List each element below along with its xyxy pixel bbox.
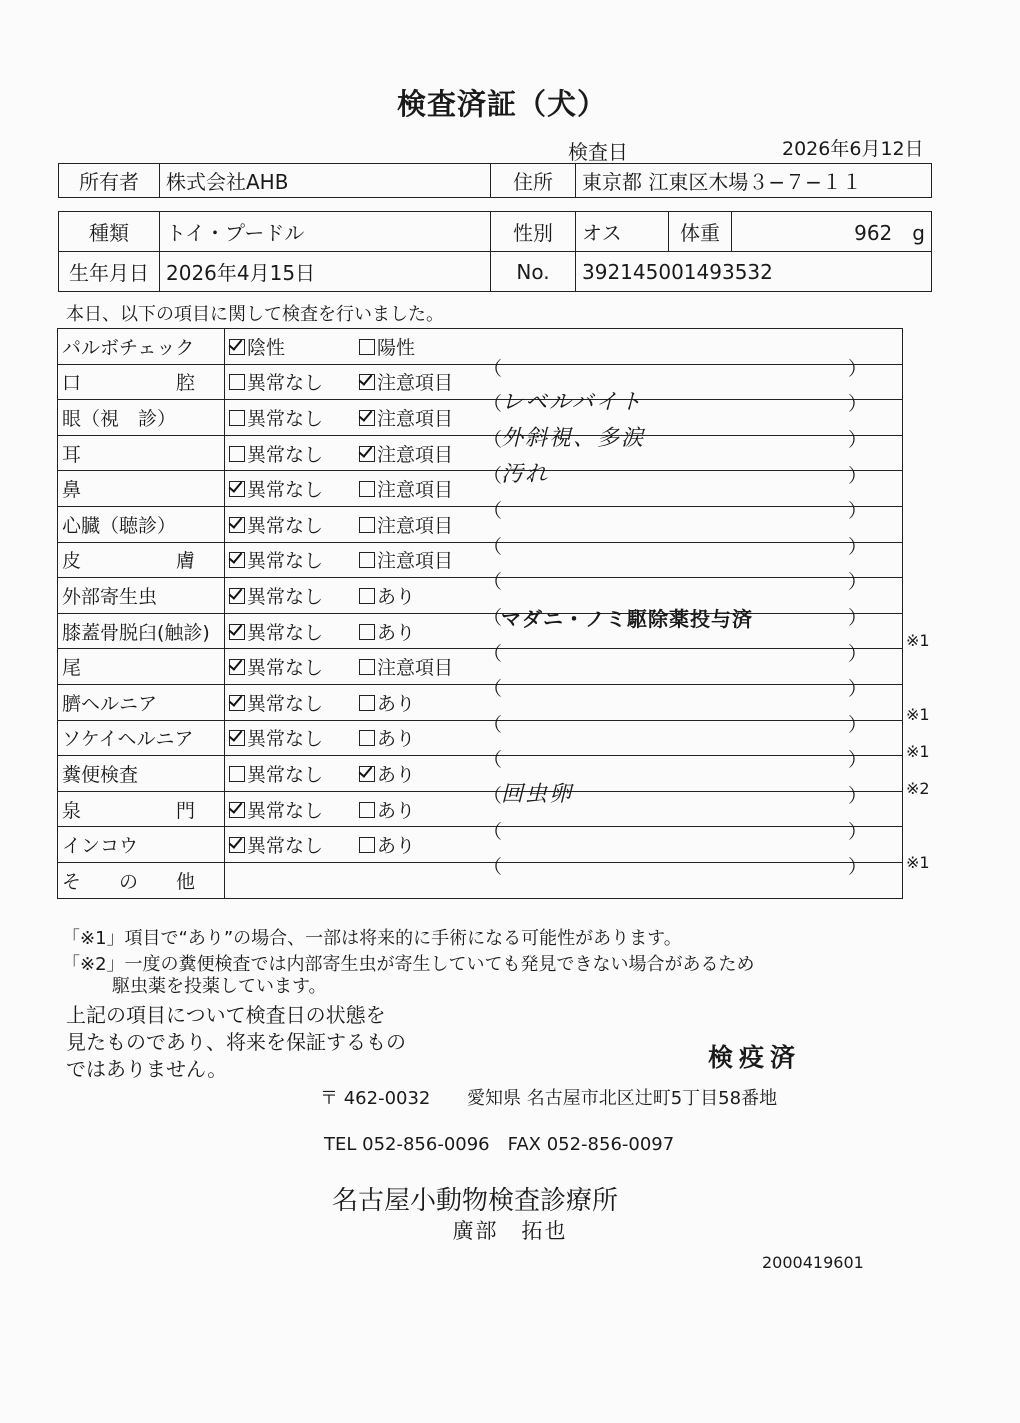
sex-label: 性別 [491,212,576,252]
exam-note: 外斜視、多涙 [501,425,646,451]
footnote-mark: ※1 [906,852,930,872]
exam-options: 異常なし あり （ ） [225,791,903,827]
birth-value: 2026年4月15日 [160,252,491,292]
checkbox-icon[interactable] [229,410,245,426]
clinic-address: 愛知県 名古屋市北区辻町5丁目58番地 [467,1088,778,1109]
exam-options: 異常なし あり （ ） [225,720,903,756]
option-2-label: あり [377,585,416,608]
exam-row [58,720,903,756]
exam-row-other [58,862,903,898]
pet-info-table [58,211,932,292]
option-1-label: 異常なし [247,550,324,573]
exam-item-label: 尾 [58,649,225,685]
checkbox-icon[interactable] [359,588,375,604]
footnote-mark: ※2 [906,778,930,798]
footnote-mark: ※1 [906,741,930,761]
owner-table [58,163,932,198]
exam-item-label: 外部寄生虫 [58,578,225,614]
intro-text: 本日、以下の項目に関して検査を行いました。 [66,304,444,325]
option-1-label: 異常なし [247,799,324,822]
option-2-label: 注意項目 [377,407,454,430]
quarantine-stamp: 検疫済 [708,1043,802,1072]
option-1-label: 異常なし [247,443,324,466]
exam-row [58,329,903,365]
exam-note: 回虫卵 [501,781,574,807]
checkbox-icon[interactable] [359,695,375,711]
weight-cell [732,212,932,252]
option-1-label: 異常なし [247,728,324,751]
exam-options: 異常なし 注意項目 （ ） [225,542,903,578]
checkbox-icon[interactable] [229,766,245,782]
exam-item-label: 皮 膚 [58,542,225,578]
exam-item-label: 糞便検査 [58,756,225,792]
no-label: No. [491,252,576,292]
exam-row [58,827,903,863]
exam-item-label: 口 腔 [58,364,225,400]
exam-row [58,613,903,649]
weight-label: 体重 [669,212,732,252]
checkbox-icon[interactable] [359,481,375,497]
exam-item-label: パルボチェック [58,329,225,365]
footnote-mark: ※1 [906,631,930,651]
checkbox-icon[interactable] [229,588,245,604]
type-label: 種類 [59,212,160,252]
clinic-name: 名古屋小動物検査診療所 [331,1186,618,1216]
vet-name: 廣部 拓也 [452,1219,568,1243]
disclaimer-line: 見たものであり、将来を保証するもの [66,1030,406,1054]
option-2-label: あり [377,692,416,715]
weight-unit: g [912,221,925,245]
exam-note: 汚れ [501,461,550,487]
option-2-label: 注意項目 [377,479,454,502]
option-2-label: 注意項目 [377,657,454,680]
exam-options: 異常なし あり （ マダニ・ノミ駆除薬投与済 ） [225,578,903,614]
disclaimer-line: 上記の項目について検査日の状態を [66,1003,386,1027]
exam-item-label: 泉 門 [58,791,225,827]
exam-row [58,756,903,792]
option-2-label: 陽性 [377,336,416,359]
checkbox-icon[interactable] [359,517,375,533]
checkbox-icon[interactable] [359,766,375,782]
option-2-label: 注意項目 [377,443,454,466]
exam-row [58,400,903,436]
exam-row [58,435,903,471]
option-1-label: 異常なし [247,372,324,395]
disclaimer-line: ではありません。 [66,1057,228,1081]
exam-item-label: 膝蓋骨脱臼(触診) [58,613,225,649]
type-value: トイ・プードル [160,212,491,252]
exam-options: 異常なし あり （ ） [225,827,903,863]
other-label: そ の 他 [58,862,225,898]
exam-date-label: 検査日 [568,140,628,164]
exam-item-label: 心臓（聴診） [58,506,225,542]
exam-row [58,471,903,507]
checkbox-icon[interactable] [229,339,245,355]
exam-row [58,542,903,578]
exam-row [58,364,903,400]
option-2-label: 注意項目 [377,550,454,573]
exam-row [58,684,903,720]
option-1-label: 異常なし [247,585,324,608]
checkbox-icon[interactable] [229,446,245,462]
option-1-label: 異常なし [247,407,324,430]
option-1-label: 異常なし [247,657,324,680]
document-title: 検査済証（犬） [396,87,607,121]
checkbox-icon[interactable] [229,695,245,711]
checkbox-icon[interactable] [229,517,245,533]
exam-options: 異常なし あり （ ） [225,684,903,720]
exam-item-label: 臍ヘルニア [58,684,225,720]
exam-item-label: ソケイヘルニア [58,720,225,756]
footnote-1: 「※1」項目で“あり”の場合、一部は将来的に手術になる可能性があります。 [62,928,682,949]
contact-numbers: TEL 052-856-0096 FAX 052-856-0097 [324,1134,675,1155]
exam-options: 異常なし 注意項目 （ ） [225,649,903,685]
exam-item-label: 鼻 [58,471,225,507]
checkbox-icon[interactable] [359,659,375,675]
exam-item-label: インコウ [58,827,225,863]
option-2-label: あり [377,763,416,786]
sex-value: オス [576,212,669,252]
checkbox-icon[interactable] [229,659,245,675]
footnote-mark: ※1 [906,705,930,724]
checkbox-icon[interactable] [359,730,375,746]
checkbox-icon[interactable] [229,837,245,853]
exam-options: 異常なし 注意項目 （ 汚れ ） [225,435,903,471]
exam-options: 異常なし 注意項目 （ 外斜視、多涙 ） [225,400,903,436]
option-2-label: あり [377,799,416,822]
option-1-label: 異常なし [247,479,324,502]
checkbox-icon[interactable] [359,339,375,355]
option-2-label: 注意項目 [377,514,454,537]
checkbox-icon[interactable] [229,552,245,568]
checkbox-icon[interactable] [229,624,245,640]
exam-row [58,791,903,827]
address-value: 東京都 江東区木場３−７−１１ [576,164,932,198]
exam-options: 異常なし 注意項目 （ ） [225,471,903,507]
checkbox-icon[interactable] [359,446,375,462]
checkbox-icon[interactable] [359,374,375,390]
weight-value: 962 [854,221,893,245]
checkbox-icon[interactable] [359,837,375,853]
option-1-label: 異常なし [247,763,324,786]
checkbox-icon[interactable] [359,410,375,426]
other-value [225,862,903,898]
option-1-label: 異常なし [247,621,324,644]
exam-item-label: 耳 [58,435,225,471]
option-1-label: 異常なし [247,692,324,715]
exam-options: 異常なし あり （ 回虫卵 ） [225,756,903,792]
checkbox-icon[interactable] [359,552,375,568]
exam-row [58,506,903,542]
birth-label: 生年月日 [59,252,160,292]
no-value: 392145001493532 [576,252,932,292]
option-1-label: 陰性 [247,336,286,359]
footnote-2-line2: 駆虫薬を投薬しています。 [112,976,327,997]
checkbox-icon[interactable] [229,481,245,497]
checkbox-icon[interactable] [229,374,245,390]
exam-note: マダニ・ノミ駆除薬投与済 [501,606,753,631]
option-2-label: 注意項目 [377,372,454,395]
exam-row [58,649,903,685]
option-2-label: あり [377,621,416,644]
serial-number: 2000419601 [762,1253,864,1272]
option-1-label: 異常なし [247,835,324,858]
checkbox-icon[interactable] [359,624,375,640]
exam-note: レベルバイト [501,390,644,416]
exam-options: 陰性 陽性 （ ） [225,329,903,365]
option-2-label: あり [377,728,416,751]
option-1-label: 異常なし [247,514,324,537]
exam-options: 異常なし 注意項目 （ ） [225,506,903,542]
option-2-label: あり [377,835,416,858]
exam-date-value: 2026年6月12日 [782,138,924,160]
exam-table [57,328,903,899]
checkbox-icon[interactable] [359,802,375,818]
exam-options: 異常なし 注意項目 （ レベルバイト ） [225,364,903,400]
address-label: 住所 [491,164,576,198]
exam-row [58,578,903,614]
postal-code: 〒 462-0032 [320,1088,431,1109]
checkbox-icon[interactable] [229,802,245,818]
owner-value: 株式会社AHB [160,164,491,198]
footnote-2-line1: 「※2」一度の糞便検査では内部寄生虫が寄生していても発見できない場合があるため [62,954,755,975]
checkbox-icon[interactable] [229,730,245,746]
owner-label: 所有者 [59,164,160,198]
disclaimer [66,1002,406,1083]
exam-options: 異常なし あり （ ） [225,613,903,649]
exam-item-label: 眼（視 診） [58,400,225,436]
